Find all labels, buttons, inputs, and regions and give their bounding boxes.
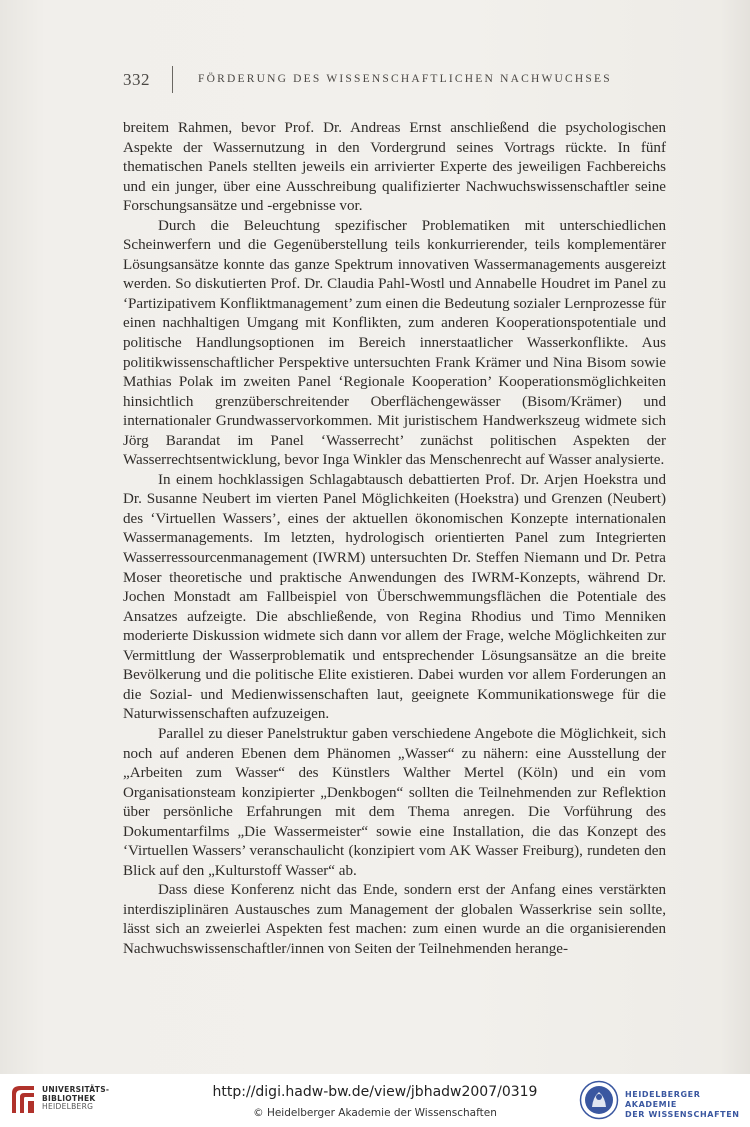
running-title: FÖRDERUNG DES WISSENSCHAFTLICHEN NACHWUCHSES [198, 73, 612, 85]
body-text [123, 119, 666, 960]
paragraph: Parallel zu dieser Panelstruktur gaben verschiedene Angebote die Möglichkeit, sich noch auf anderen Ebenen dem Phänomen „Wasser“ zu nähern: eine Ausstellung der „Arbeiten zum Wasser“ des Künstlers Walther Mertel (Köln) und ein vom Organisationsteam konzipierter „Denkbogen“ sollten die Teilnehmenden zur Reflektion über persönliche Erfahrungen mit dem Thema anregen. Die Vorführung des Dokumentarfilms „Die Wassermeister“ sowie eine Installation, die das Konzept des ‘Virtuellen Wassers’ veranschaulicht (konzipiert vom AK Wasser Freiburg), rundeten den Blick auf den „Kulturstoff Wasser“ ab. [123, 725, 666, 879]
header-divider [172, 66, 173, 93]
academy-line: HEIDELBERGER AKADEMIE [625, 1090, 701, 1109]
academy-line: DER WISSENSCHAFTEN [625, 1110, 740, 1119]
paragraph: Dass diese Konferenz nicht das Ende, sondern erst der Anfang eines verstärkten interdisziplinären Austausches zum Management der globalen Wasserkrise sein sollte, lässt sich an zweierlei Aspekten fest machen: zum einen wurde an die organisierenden Nachwuchswissenschaftler/innen von Seiten der Teilnehmenden herange- [123, 882, 666, 957]
library-line: BIBLIOTHEK [42, 1093, 96, 1103]
library-line: HEIDELBERG [42, 1102, 94, 1112]
viewer-footer [0, 1074, 750, 1127]
paragraph: Durch die Beleuchtung spezifischer Problematiken mit unterschiedlichen Scheinwerfern und die Gegenüberstellung teils konkurrierender, teils komplementärer Lösungsansätze konnte das ganze Spektrum innovativen Wassermanagements ausgereizt werden. So diskutierten Prof. Dr. Claudia Pahl-Wostl und Annabelle Houdret im Panel zu ‘Partizipativem Konfliktmanagement’ zum einen die Bedeutung sozialer Lernprozesse für einen nachhaltigen Umgang mit Konflikten, zum anderen Kooperationspotentiale und politische Handlungsoptionen im Bereich innerstaatlicher Wasserkonflikte. Aus politikwissenschaftlicher Perspektive untersuchten Frank Krämer und Nina Bisom sowie Mathias Polak im zweiten Panel ‘Regionale Kooperation’ Kooperationsmöglichkeiten hinsichtlich grenzüberschreitender Oberflächengewässer (Bisom/Krämer) und internationaler Grundwasservorkommen. Mit juristischem Handwerkszeug widmete sich Jörg Barandat im Panel ‘Wasserrecht’ zunächst politischen Aspekten der Wasserrechtsentwicklung, bevor Inga Winkler das Menschenrecht auf Wasser analysierte. [123, 217, 666, 469]
library-line: UNIVERSITÄTS- [42, 1085, 110, 1094]
copyright-notice: © Heidelberger Akademie der Wissenschaften [253, 1107, 497, 1119]
hadw-seal-icon[interactable] [579, 1080, 619, 1120]
paragraph: breitem Rahmen, bevor Prof. Dr. Andreas Ernst anschließend die psychologischen Aspekte der Wassernutzung in den Vordergrund seines Vortrags rückte. In fünf thematischen Panels stellten jeweils ein arrivierter Experte des jeweiligen Fachbereichs und ein junger, über eine Ausschreibung qualifizierter Nachwuchswissenschaftler seine Forschungsansätze und -ergebnisse vor. [123, 120, 666, 215]
permalink-text[interactable]: http://digi.hadw-bw.de/view/jbhadw2007/0319 [212, 1084, 538, 1100]
paragraph: In einem hochklassigen Schlagabtausch debattierten Prof. Dr. Arjen Hoekstra und Dr. Susanne Neubert im vierten Panel Möglichkeiten (Hoekstra) und Grenzen (Neubert) des ‘Virtuellen Wassers’, eines der aktuellen ökonomischen Konzepte internationalen Wassermanagements. Im letzten, hydrologisch orientierten Panel zum Integrierten Wasserressourcenmanagement (IWRM) untersuchten Dr. Steffen Niemann und Dr. Petra Moser theoretische und praktische Anwendungen des IWRM-Konzepts, während Dr. Jochen Monstadt am Fallbeispiel von Überschwemmungsflächen die Potentiale des Ansatzes aufzeigte. Die abschließende, von Regina Rhodius und Timo Menniken moderierte Diskussion widmete sich dann vor allem der Frage, welche Möglichkeiten zur Vermittlung der Wasserproblematik und entsprechender Lösungsansätze an die breite Bevölkerung und die politische Elite existieren. Dabei wurden vor allem Forderungen an die Sozial- und Medienwissenschaften laut, geeignete Kommunikationswege für die Naturwissenschaften aufzuzeigen. [123, 471, 666, 723]
page-number: 332 [123, 70, 150, 89]
academy-name [625, 1090, 750, 1120]
page-header [123, 70, 663, 92]
